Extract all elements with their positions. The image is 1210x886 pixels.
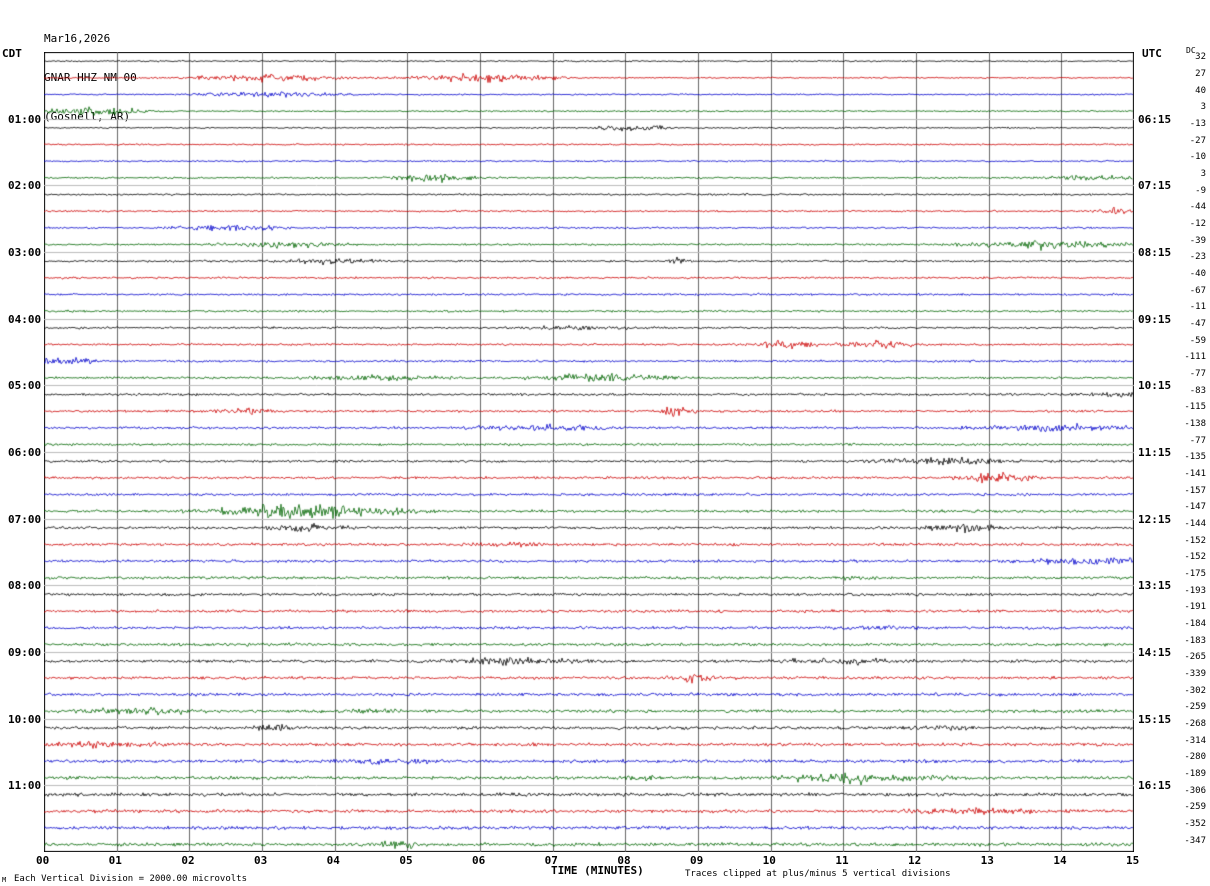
x-tick-label: 09 — [690, 854, 704, 867]
x-tick-label: 06 — [472, 854, 486, 867]
x-tick-label: 01 — [108, 854, 122, 867]
axis-label-utc: UTC — [1142, 47, 1162, 60]
x-tick-label: 04 — [326, 854, 340, 867]
dc-value: -147 — [1184, 502, 1206, 513]
dc-value: 40 — [1195, 85, 1206, 96]
x-tick-label: 10 — [762, 854, 776, 867]
dc-value: 32 — [1195, 52, 1206, 63]
dc-value: -67 — [1189, 285, 1206, 296]
dc-value: -184 — [1184, 618, 1206, 629]
dc-value: -193 — [1184, 585, 1206, 596]
left-time-label: 04:00 — [8, 312, 42, 326]
dc-value: -259 — [1184, 702, 1206, 713]
dc-value: -175 — [1184, 568, 1206, 579]
x-tick-label: 03 — [254, 854, 268, 867]
left-time-label: 05:00 — [8, 379, 42, 393]
left-time-label: 03:00 — [8, 246, 42, 259]
x-tick-label: 05 — [399, 854, 413, 867]
dc-value: -152 — [1184, 552, 1206, 563]
dc-value: -11 — [1189, 302, 1206, 313]
dc-column-header: DC — [1186, 46, 1196, 55]
right-time-label: 14:15 — [1138, 646, 1172, 659]
x-tick-label: 08 — [617, 854, 631, 867]
dc-value: -306 — [1184, 785, 1206, 796]
dc-value: -183 — [1184, 635, 1206, 646]
dc-value: -138 — [1184, 418, 1206, 429]
left-time-label: 08:00 — [8, 579, 42, 593]
dc-value: -77 — [1189, 368, 1206, 379]
dc-value: 3 — [1200, 168, 1206, 179]
dc-value: -141 — [1184, 468, 1206, 479]
right-time-label: 07:15 — [1138, 179, 1172, 193]
right-time-label: 15:15 — [1138, 712, 1172, 726]
header-date: Mar16,2026 — [44, 32, 111, 45]
dc-value: -47 — [1189, 318, 1206, 329]
dc-value: -83 — [1189, 385, 1206, 396]
dc-value: -111 — [1184, 352, 1206, 363]
left-time-label: 02:00 — [8, 179, 42, 193]
seismogram-plot — [44, 52, 1134, 852]
x-tick-label: 00 — [36, 854, 50, 867]
axis-label-cdt: CDT — [2, 47, 22, 60]
dc-value: -339 — [1184, 668, 1206, 679]
dc-value: -265 — [1184, 652, 1206, 663]
x-tick-label: 13 — [980, 854, 994, 867]
left-time-label: 11:00 — [8, 779, 42, 793]
plot-traces — [44, 52, 1134, 852]
dc-value: -13 — [1189, 118, 1206, 129]
right-time-label: 13:15 — [1138, 579, 1172, 593]
x-tick-label: 02 — [181, 854, 195, 867]
right-time-label: 06:15 — [1138, 112, 1172, 126]
dc-value: -352 — [1184, 818, 1206, 829]
dc-value: -189 — [1184, 768, 1206, 779]
x-tick-label: 14 — [1053, 854, 1067, 867]
scale-note: Each Vertical Division = 2000.00 microvolts — [14, 874, 247, 884]
right-time-label: 11:15 — [1138, 446, 1172, 459]
left-time-label: 01:00 — [8, 112, 42, 126]
right-time-label: 08:15 — [1138, 246, 1172, 259]
dc-value: -314 — [1184, 735, 1206, 746]
right-time-label: 12:15 — [1138, 512, 1172, 526]
dc-value: -39 — [1189, 235, 1206, 246]
clip-note: Traces clipped at plus/minus 5 vertical divisions — [685, 869, 951, 879]
corner-mark: M — [2, 876, 7, 884]
dc-value: -280 — [1184, 752, 1206, 763]
right-time-label: 10:15 — [1138, 379, 1172, 393]
x-tick-label: 11 — [835, 854, 849, 867]
dc-value: 27 — [1195, 68, 1206, 79]
dc-value: 3 — [1200, 102, 1206, 113]
dc-value: -157 — [1184, 485, 1206, 496]
right-time-label: 09:15 — [1138, 312, 1172, 326]
dc-value: -268 — [1184, 718, 1206, 729]
right-time-label: 16:15 — [1138, 779, 1172, 793]
x-axis-title: TIME (MINUTES) — [551, 864, 644, 877]
dc-value: -135 — [1184, 452, 1206, 463]
dc-value: -9 — [1195, 185, 1206, 196]
x-tick-label: 12 — [908, 854, 922, 867]
dc-value: -10 — [1189, 152, 1206, 163]
dc-value: -44 — [1189, 202, 1206, 213]
dc-value: -302 — [1184, 685, 1206, 696]
dc-value: -40 — [1189, 268, 1206, 279]
dc-value: -27 — [1189, 135, 1206, 146]
dc-value: -115 — [1184, 402, 1206, 413]
x-tick-label: 07 — [544, 854, 558, 867]
dc-value: -23 — [1189, 252, 1206, 263]
left-time-label: 07:00 — [8, 512, 42, 526]
dc-value: -152 — [1184, 535, 1206, 546]
dc-value: -12 — [1189, 218, 1206, 229]
left-time-label: 09:00 — [8, 646, 42, 659]
dc-value: -59 — [1189, 335, 1206, 346]
left-time-label: 10:00 — [8, 712, 42, 726]
dc-value: -144 — [1184, 518, 1206, 529]
dc-value: -347 — [1184, 835, 1206, 846]
dc-value: -77 — [1189, 435, 1206, 446]
dc-value: -259 — [1184, 802, 1206, 813]
dc-value: -191 — [1184, 602, 1206, 613]
x-tick-label: 15 — [1126, 854, 1140, 867]
left-time-label: 06:00 — [8, 446, 42, 459]
